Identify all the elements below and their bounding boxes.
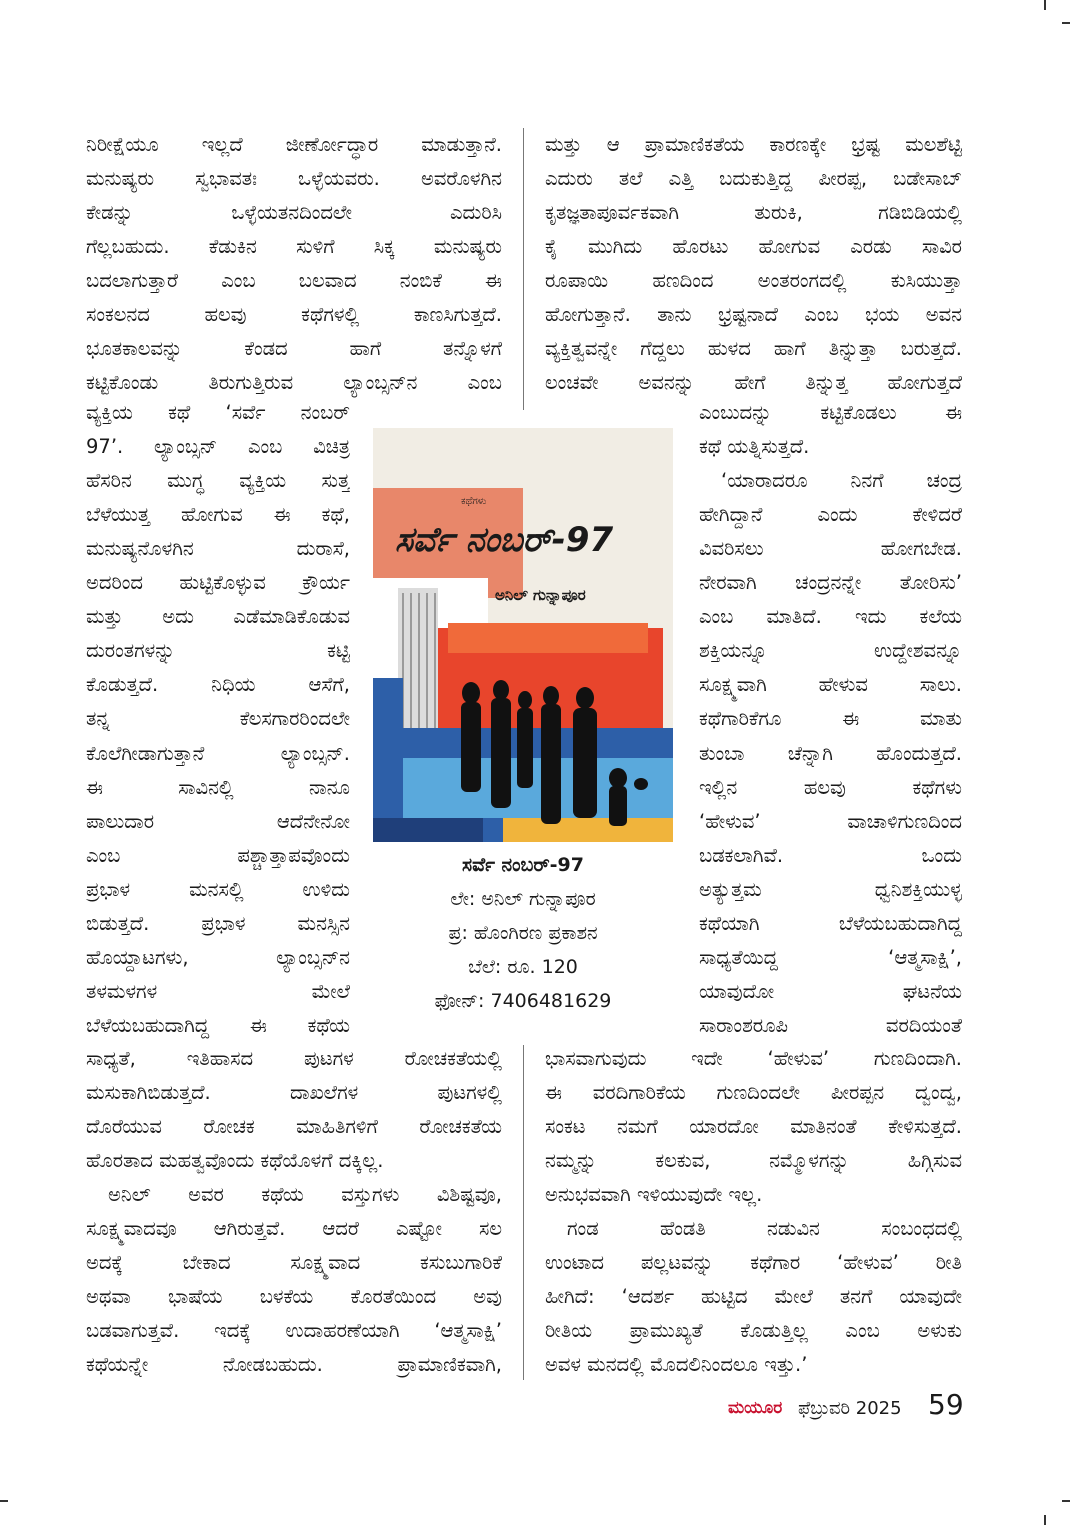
- text-line: ಕೈ ಮುಗಿದು ಹೊರಟು ಹೋಗುವ ಎರಡು ಸಾವಿರ: [545, 235, 962, 258]
- text-line: ದೊರೆಯುವ ರೋಚಕ ಮಾಹಿತಿಗಳಿಗೆ ರೋಚಕತೆಯ: [86, 1115, 502, 1138]
- book-cover-subtitle: ಕಥೆಗಳು: [461, 496, 487, 507]
- text-line: ವಿವರಿಸಲು ಹೋಗಬೇಡ.: [699, 537, 962, 560]
- text-line: ಎಂಬುದನ್ನು ಕಟ್ಟಿಕೊಡಲು ಈ: [699, 401, 962, 424]
- text-line: ಅತ್ಯುತ್ತಮ ಧ್ವನಿಶಕ್ತಿಯುಳ್ಳ: [699, 878, 962, 901]
- text-line: ತಳಮಳಗಳ ಮೇಲೆ: [86, 980, 350, 1003]
- text-line: ಹೆಸರಿನ ಮುಗ್ಧ ವ್ಯಕ್ತಿಯ ಸುತ್ತ: [86, 469, 350, 492]
- text-line: ಅನುಭವವಾಗಿ ಇಳಿಯುವುದೇ ಇಲ್ಲ.: [545, 1183, 763, 1206]
- text-line: ಇಲ್ಲಿನ ಹಲವು ಕಥೆಗಳು: [699, 776, 962, 799]
- text-line: ಅದರಿಂದ ಹುಟ್ಟಿಕೊಳ್ಳುವ ಕ್ರೌರ್ಯ: [86, 571, 350, 594]
- text-line: ಕಥೆಗಾರಿಕೆಗೂ ಈ ಮಾತು: [699, 707, 962, 730]
- text-line: ತನ್ನ ಕೆಲಸಗಾರರಿಂದಲೇ: [86, 707, 350, 730]
- caption-phone: ಫೋನ್: 7406481629: [434, 990, 612, 1012]
- book-cover-image: [373, 428, 673, 842]
- text-line: ನಿರೀಕ್ಷೆಯೂ ಇಲ್ಲದೆ ಜೀರ್ಣೋದ್ಧಾರ ಮಾಡುತ್ತಾನೆ.: [86, 133, 502, 156]
- column-rule: [523, 128, 524, 410]
- caption-title: ಸರ್ವೆ ನಂಬರ್-97: [462, 854, 584, 876]
- text-line: ಕಥೆಯಾಗಿ ಬೆಳೆಯಬಹುದಾಗಿದ್ದ: [699, 912, 962, 935]
- caption-author: ಲೇ: ಅನಿಲ್ ಗುನ್ನಾಪೂರ: [450, 888, 596, 910]
- text-line: ಶಕ್ತಿಯನ್ನೂ ಉದ್ದೇಶವನ್ನೂ: [699, 639, 962, 662]
- text-line: ಉಂಟಾದ ಪಲ್ಲಟವನ್ನು ಕಥೆಗಾರ ‘ಹೇಳುವ’ ರೀತಿ: [545, 1251, 962, 1274]
- book-cover-art: [373, 428, 673, 842]
- text-line: ಸಾಧ್ಯತೆಯಿದ್ದ ‘ಆತ್ಮಸಾಕ್ಷಿ’,: [699, 946, 962, 969]
- text-line: 97’. ಲ್ಯಾಂಬ್ಸನ್ ಎಂಬ ವಿಚಿತ್ರ: [86, 435, 350, 458]
- text-line: ತುಂಬಾ ಚೆನ್ನಾಗಿ ಹೊಂದುತ್ತದೆ.: [699, 742, 962, 765]
- text-line: ಹೋಗುತ್ತಾನೆ. ತಾನು ಭ್ರಷ್ಟನಾದೆ ಎಂಬ ಭಯ ಅವನ: [545, 303, 962, 326]
- text-line: ಎಂಬ ಮಾತಿದೆ. ಇದು ಕಲೆಯ: [699, 605, 962, 628]
- text-line: ಅದಕ್ಕೆ ಬೇಕಾದ ಸೂಕ್ಷ್ಮವಾದ ಕಸುಬುಗಾರಿಕೆ: [86, 1251, 502, 1274]
- text-line: ನಮ್ಮನ್ನು ಕಲಕುವ, ನಮ್ಮೊಳಗನ್ನು ಹಿಗ್ಗಿಸುವ: [545, 1149, 962, 1172]
- text-line: ಸೂಕ್ಷ್ಮವಾದವೂ ಆಗಿರುತ್ತವೆ. ಆದರೆ ಎಷ್ಟೋ ಸಲ: [86, 1217, 502, 1240]
- text-line: ಸೂಕ್ಷ್ಮವಾಗಿ ಹೇಳುವ ಸಾಲು.: [699, 673, 962, 696]
- column-rule: [523, 1045, 524, 1380]
- text-line: ಮತ್ತು ಆ ಪ್ರಾಮಾಣಿಕತೆಯ ಕಾರಣಕ್ಕೇ ಭ್ರಷ್ಟ ಮಲಶೆಟ್ಟಿ: [545, 133, 962, 156]
- text-line: ಕೃತಜ್ಞತಾಪೂರ್ವಕವಾಗಿ ತುರುಕಿ, ಗಡಿಬಿಡಿಯಲ್ಲಿ: [545, 201, 962, 224]
- text-line: ಕಥೆಯನ್ನೇ ನೋಡಬಹುದು. ಪ್ರಾಮಾಣಿಕವಾಗಿ,: [86, 1353, 502, 1376]
- text-line: ಬಿಡುತ್ತದೆ. ಪ್ರಭಾಳ ಮನಸ್ಸಿನ: [86, 912, 350, 935]
- text-line: ಯಾವುದೋ ಘಟನೆಯ: [699, 980, 962, 1003]
- text-line: ವ್ಯಕ್ತಿಯ ಕಥೆ ‘ಸರ್ವೆ ನಂಬರ್: [86, 401, 350, 424]
- text-line: ಅನಿಲ್ ಅವರ ಕಥೆಯ ವಸ್ತುಗಳು ವಿಶಿಷ್ಟವೂ,: [108, 1183, 502, 1206]
- text-line: ಸಂಕಲನದ ಹಲವು ಕಥೆಗಳಲ್ಲಿ ಕಾಣಸಿಗುತ್ತದೆ.: [86, 303, 502, 326]
- text-line: ದುರಂತಗಳನ್ನು ಕಟ್ಟಿ: [86, 639, 350, 662]
- text-line: ಈ ವರದಿಗಾರಿಕೆಯ ಗುಣದಿಂದಲೇ ಪೀರಪ್ಪನ ದ್ವಂದ್ವ,: [545, 1081, 962, 1104]
- text-line: ಸಾರಾಂಶರೂಪಿ ವರದಿಯಂತೆ: [699, 1014, 962, 1037]
- text-line: ಮನುಷ್ಯನೊಳಗಿನ ದುರಾಸೆ,: [86, 537, 350, 560]
- text-line: ಬೆಳೆಯುತ್ತ ಹೋಗುವ ಈ ಕಥೆ,: [86, 503, 350, 526]
- text-line: ಸಂಕಟ ನಮಗೆ ಯಾರದೋ ಮಾತಿನಂತೆ ಕೇಳಿಸುತ್ತದೆ.: [545, 1115, 962, 1138]
- text-line: ಕಟ್ಟಿಕೊಂಡು ತಿರುಗುತ್ತಿರುವ ಲ್ಯಾಂಬ್ಸನ್‌ನ ಎಂಬ: [86, 371, 502, 394]
- text-line: ‘ಹೇಳುವ’ ವಾಚಾಳಿಗುಣದಿಂದ: [699, 810, 962, 833]
- text-line: ಕಥೆ ಯತ್ನಿಸುತ್ತದೆ.: [699, 435, 810, 458]
- text-line: ಈ ಸಾವಿನಲ್ಲಿ ನಾನೂ: [86, 776, 350, 799]
- text-line: ಸಾಧ್ಯತೆ, ಇತಿಹಾಸದ ಪುಟಗಳ ರೋಚಕತೆಯಲ್ಲಿ: [86, 1047, 502, 1070]
- book-cover-title: ಸರ್ವೆ ನಂಬರ್-97: [395, 520, 614, 560]
- text-line: ಹೊರತಾದ ಮಹತ್ವವೊಂದು ಕಥೆಯೊಳಗೆ ದಕ್ಕಿಲ್ಲ.: [86, 1149, 384, 1172]
- text-line: ಹೊಯ್ದಾಟಗಳು, ಲ್ಯಾಂಬ್ಸನ್‌ನ: [86, 946, 350, 969]
- text-line: ಬದಲಾಗುತ್ತಾರೆ ಎಂಬ ಬಲವಾದ ನಂಬಿಕೆ ಈ: [86, 269, 502, 292]
- text-line: ಎಂಬ ಪಶ್ಚಾತ್ತಾಪವೊಂದು: [86, 844, 350, 867]
- text-line: ಗಂಡ ಹೆಂಡತಿ ನಡುವಿನ ಸಂಬಂಧದಲ್ಲಿ: [567, 1217, 962, 1240]
- crop-mark: [0, 1500, 8, 1502]
- crop-mark: [1062, 1500, 1070, 1502]
- text-line: ಕೇಡನ್ನು ಒಳ್ಳೆಯತನದಿಂದಲೇ ಎದುರಿಸಿ: [86, 201, 502, 224]
- caption-publisher: ಪ್ರ: ಹೊಂಗಿರಣ ಪ್ರಕಾಶನ: [448, 922, 598, 944]
- text-line: ಮಸುಕಾಗಿಬಿಡುತ್ತದೆ. ದಾಖಲೆಗಳ ಪುಟಗಳಲ್ಲಿ: [86, 1081, 502, 1104]
- crop-mark: [1044, 0, 1046, 10]
- caption-price: ಬೆಲೆ: ರೂ. 120: [468, 956, 578, 978]
- text-line: ಮತ್ತು ಅದು ಎಡೆಮಾಡಿಕೊಡುವ: [86, 605, 350, 628]
- text-line: ರೀತಿಯ ಪ್ರಾಮುಖ್ಯತೆ ಕೊಡುತ್ತಿಲ್ಲ ಎಂಬ ಅಳುಕು: [545, 1319, 962, 1342]
- text-line: ಭಾಸವಾಗುವುದು ಇದೇ ‘ಹೇಳುವ’ ಗುಣದಿಂದಾಗಿ.: [545, 1047, 962, 1070]
- text-line: ರೂಪಾಯಿ ಹಣದಿಂದ ಅಂತರಂಗದಲ್ಲಿ ಕುಸಿಯುತ್ತಾ: [545, 269, 962, 292]
- magazine-brand: ಮಯೂರ: [728, 1398, 783, 1418]
- text-line: ಎದುರು ತಲೆ ಎತ್ತಿ ಬದುಕುತ್ತಿದ್ದ ಪೀರಪ್ಪ, ಬಡೇಸಾಬ್: [545, 167, 962, 190]
- text-line: ಕೊಲೆಗೀಡಾಗುತ್ತಾನೆ ಲ್ಯಾಂಬ್ಸನ್.: [86, 742, 350, 765]
- book-cover-author: ಅನಿಲ್ ಗುನ್ನಾಪೂರ: [495, 586, 586, 604]
- text-line: ಹೇಗಿದ್ದಾನೆ ಎಂದು ಕೇಳಿದರೆ: [699, 503, 962, 526]
- crop-mark: [1062, 22, 1070, 24]
- text-line: ನೇರವಾಗಿ ಚಂದ್ರನನ್ನೇ ತೋರಿಸು’: [699, 571, 962, 594]
- text-line: ಕೊಡುತ್ತದೆ. ನಿಧಿಯ ಆಸೆಗೆ,: [86, 673, 350, 696]
- text-line: ಗೆಲ್ಲಬಹುದು. ಕೆಡುಕಿನ ಸುಳಿಗೆ ಸಿಕ್ಕ ಮನುಷ್ಯರು: [86, 235, 502, 258]
- text-line: ಲಂಚವೇ ಅವನನ್ನು ಹೇಗೆ ತಿನ್ನುತ್ತ ಹೋಗುತ್ತದೆ: [545, 371, 962, 394]
- text-line: ಬೆಳೆಯಬಹುದಾಗಿದ್ದ ಈ ಕಥೆಯ: [86, 1014, 350, 1037]
- issue-month: ಫೆಬ್ರುವರಿ 2025: [798, 1398, 902, 1419]
- text-line: ಬಡವಾಗುತ್ತವೆ. ಇದಕ್ಕೆ ಉದಾಹರಣೆಯಾಗಿ ‘ಆತ್ಮಸಾಕ್ಷಿ’: [86, 1319, 502, 1342]
- text-line: ಅವಳ ಮನದಲ್ಲಿ ಮೊದಲಿನಿಂದಲೂ ಇತ್ತು.’: [545, 1353, 808, 1376]
- text-line: ವ್ಯಕ್ತಿತ್ವವನ್ನೇ ಗೆದ್ದಲು ಹುಳದ ಹಾಗೆ ತಿನ್ನುತ್ತಾ ಬರುತ್ತದೆ.: [545, 337, 962, 360]
- crop-mark: [1044, 1515, 1046, 1525]
- page-number: 59: [928, 1388, 964, 1421]
- text-line: ಪಾಲುದಾರ ಆದೆನೇನೋ: [86, 810, 350, 833]
- text-line: ಬಡಕಲಾಗಿವೆ. ಒಂದು: [699, 844, 962, 867]
- text-line: ಪ್ರಭಾಳ ಮನಸಲ್ಲಿ ಉಳಿದು: [86, 878, 350, 901]
- text-line: ಹೀಗಿದೆ: ‘ಆದರ್ಶ ಹುಟ್ಟಿದ ಮೇಲೆ ತನಗೆ ಯಾವುದೇ: [545, 1285, 962, 1308]
- text-line: ಅಥವಾ ಭಾಷೆಯ ಬಳಕೆಯ ಕೊರತೆಯಿಂದ ಅವು: [86, 1285, 502, 1308]
- text-line: ಮನುಷ್ಯರು ಸ್ವಭಾವತಃ ಒಳ್ಳೆಯವರು. ಅವರೊಳಗಿನ: [86, 167, 502, 190]
- text-line: ‘ಯಾರಾದರೂ ನಿನಗೆ ಚಂದ್ರ: [721, 469, 962, 492]
- text-line: ಭೂತಕಾಲವನ್ನು ಕೆಂಡದ ಹಾಗೆ ತನ್ನೊಳಗೆ: [86, 337, 502, 360]
